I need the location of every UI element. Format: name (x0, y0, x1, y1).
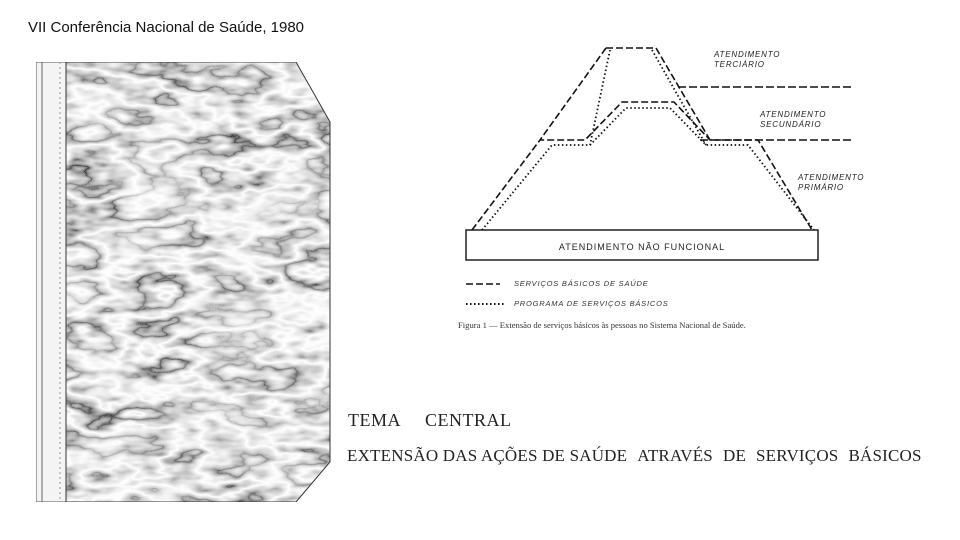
theme-part-2: ATRAVÉS (637, 446, 713, 465)
theme-part-4: SERVIÇOS (756, 446, 839, 465)
legend (466, 279, 669, 308)
marbled-book-cover (36, 62, 332, 502)
theme-part-1: EXTENSÃO DAS AÇÕES DE SAÚDE (347, 446, 628, 465)
dashed-pyramid (472, 48, 812, 230)
theme-heading (348, 410, 512, 431)
theme-text (347, 446, 922, 466)
figure-caption: Figura 1 — Extensão de serviços básicos às pessoas no Sistema Nacional de Saúde. (458, 320, 746, 330)
slide-title: VII Conferência Nacional de Saúde, 1980 (28, 19, 305, 36)
theme-label-2: CENTRAL (425, 410, 512, 430)
legend-dotted-label: PROGRAMA DE SERVIÇOS BÁSICOS (514, 299, 669, 308)
label-primary-2: PRIMÁRIO (798, 183, 844, 192)
dotted-pyramid (482, 50, 814, 230)
label-secondary-1: ATENDIMENTO (760, 110, 827, 119)
health-system-diagram (452, 40, 892, 340)
theme-part-5: BÁSICOS (848, 446, 922, 465)
label-secondary-2: SECUNDÁRIO (760, 120, 822, 129)
theme-part-3: DE (722, 446, 747, 465)
legend-dashed-label: SERVIÇOS BÁSICOS DE SAÚDE (514, 279, 649, 288)
theme-label-1: TEMA (348, 410, 401, 430)
label-tertiary-1: ATENDIMENTO (714, 50, 781, 59)
label-tertiary-2: TERCIÁRIO (714, 60, 765, 69)
label-non-functional: ATENDIMENTO NÃO FUNCIONAL (558, 242, 726, 252)
label-primary-1: ATENDIMENTO (798, 173, 865, 182)
